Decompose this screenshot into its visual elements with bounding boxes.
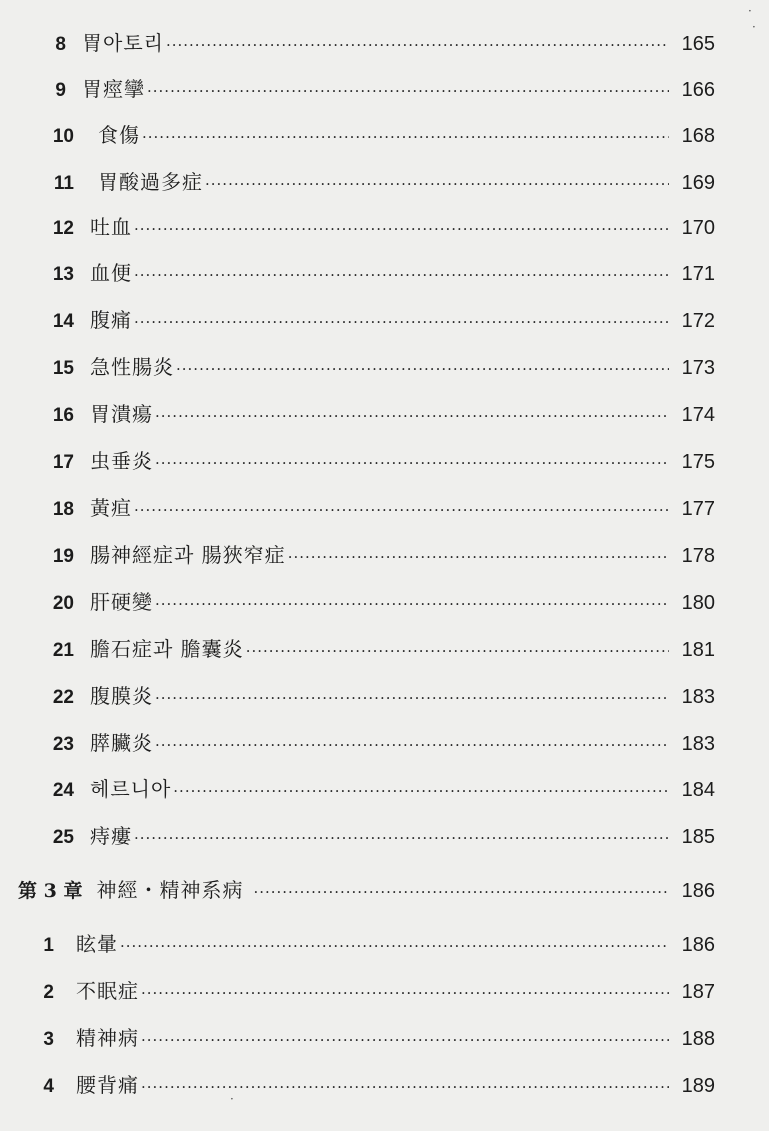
toc-entry[interactable]: [40, 632, 715, 666]
toc-entry[interactable]: [40, 303, 715, 337]
entry-number: 23: [52, 734, 74, 755]
entry-title: 胃潰瘍: [90, 402, 153, 426]
entry-page: 171: [681, 263, 715, 285]
toc-entry[interactable]: [40, 819, 715, 853]
entry-number: 22: [52, 687, 74, 708]
entry-title: 食傷: [98, 123, 140, 147]
entry-title: 膵臟炎: [90, 731, 153, 755]
entry-page: 169: [681, 172, 715, 194]
entry-title: 精神病: [76, 1026, 139, 1050]
entry-number: 1: [43, 935, 54, 956]
entry-number: 19: [52, 546, 74, 567]
entry-title: 胃아토리: [82, 31, 164, 55]
entry-title: 急性腸炎: [90, 355, 174, 379]
dot-leader: [246, 634, 669, 668]
chapter-label: 第 3 章: [18, 880, 83, 902]
dot-leader: [141, 976, 669, 1010]
entry-page: 166: [681, 79, 715, 101]
entry-number: 9: [55, 80, 66, 101]
dot-leader: [147, 74, 669, 108]
entry-number: 2: [43, 982, 54, 1003]
entry-number: 15: [52, 358, 74, 379]
toc-entry[interactable]: [40, 726, 715, 760]
entry-title: 腹膜炎: [90, 684, 153, 708]
entry-page: 180: [681, 592, 715, 614]
entry-page: 172: [681, 310, 715, 332]
entry-title: 膽石症과 膽囊炎: [90, 637, 244, 661]
toc-entry[interactable]: [40, 256, 715, 290]
entry-page: 185: [681, 826, 715, 848]
dot-leader: [134, 493, 669, 527]
entry-page: 189: [681, 1075, 715, 1097]
entry-page: 173: [681, 357, 715, 379]
dot-leader: [134, 821, 669, 855]
dot-leader: [173, 774, 669, 808]
entry-number: 20: [52, 593, 74, 614]
entry-number: 14: [52, 311, 74, 332]
dot-leader: [134, 212, 669, 246]
toc-entry[interactable]: [30, 927, 715, 961]
scan-speck: ·: [748, 4, 752, 18]
entry-number: 4: [43, 1076, 54, 1097]
entry-title: 胃酸過多症: [98, 170, 203, 194]
entry-number: 17: [52, 452, 74, 473]
toc-entry[interactable]: [40, 444, 715, 478]
toc-entry[interactable]: [40, 210, 715, 244]
chapter-heading[interactable]: [18, 873, 715, 907]
toc-entry[interactable]: [40, 491, 715, 525]
toc-entry[interactable]: [40, 538, 715, 572]
toc-entry[interactable]: [40, 26, 715, 60]
dot-leader: [134, 305, 669, 339]
dot-leader: [141, 1070, 669, 1104]
entry-page: 168: [681, 125, 715, 147]
dot-leader: [141, 1023, 669, 1057]
toc-entry[interactable]: [40, 165, 715, 199]
chapter-page: 186: [681, 880, 715, 902]
entry-number: 8: [55, 34, 66, 55]
dot-leader: [155, 728, 669, 762]
scan-speck: ·: [752, 20, 756, 34]
entry-page: 187: [681, 981, 715, 1003]
dot-leader: [155, 587, 669, 621]
toc-entry[interactable]: [30, 1068, 715, 1102]
dot-leader: [176, 352, 669, 386]
toc-entry[interactable]: [30, 1021, 715, 1055]
toc-entry[interactable]: [40, 679, 715, 713]
dot-leader: [134, 258, 669, 292]
chapter-title: 神經・精神系病: [96, 878, 244, 902]
entry-title: 腹痛: [90, 308, 132, 332]
entry-title: 黃疸: [90, 496, 132, 520]
entry-title: 肝硬變: [90, 590, 153, 614]
entry-page: 186: [681, 934, 715, 956]
toc-entry[interactable]: [30, 974, 715, 1008]
entry-number: 13: [52, 264, 74, 285]
entry-number: 21: [52, 640, 74, 661]
entry-number: 24: [52, 780, 74, 801]
entry-title: 虫垂炎: [90, 449, 153, 473]
dot-leader: [155, 681, 669, 715]
entry-page: 183: [681, 733, 715, 755]
entry-page: 188: [681, 1028, 715, 1050]
toc-entry[interactable]: [40, 72, 715, 106]
toc-entry[interactable]: [40, 585, 715, 619]
entry-number: 12: [52, 218, 74, 239]
entry-page: 178: [681, 545, 715, 567]
scan-speck: ·: [230, 1092, 234, 1106]
entry-page: 177: [681, 498, 715, 520]
entry-title: 血便: [90, 261, 132, 285]
entry-number: 10: [52, 126, 74, 147]
entry-page: 175: [681, 451, 715, 473]
entry-page: 184: [681, 779, 715, 801]
dot-leader: [205, 167, 669, 201]
entry-number: 18: [52, 499, 74, 520]
toc-entry[interactable]: [40, 350, 715, 384]
dot-leader: [142, 120, 669, 154]
entry-title: 胃痙攣: [82, 77, 145, 101]
entry-title: 腰背痛: [76, 1073, 139, 1097]
entry-number: 3: [43, 1029, 54, 1050]
entry-title: 吐血: [90, 215, 132, 239]
entry-page: 165: [681, 33, 715, 55]
toc-entry[interactable]: [40, 397, 715, 431]
entry-number: 16: [52, 405, 74, 426]
entry-title: 眩暈: [76, 932, 118, 956]
entry-title: 痔瘻: [90, 824, 132, 848]
dot-leader: [155, 399, 669, 433]
entry-page: 170: [681, 217, 715, 239]
toc-entry[interactable]: [40, 118, 715, 152]
entry-number: 11: [53, 173, 74, 194]
toc-entry[interactable]: [40, 772, 715, 806]
entry-title: 腸神經症과 腸狹窄症: [90, 543, 286, 567]
dot-leader: [166, 28, 669, 62]
entry-page: 183: [681, 686, 715, 708]
entry-title: 헤르니아: [90, 777, 172, 801]
entry-page: 181: [681, 639, 715, 661]
dot-leader: [288, 540, 669, 574]
dot-leader: [120, 929, 669, 963]
entry-title: 不眠症: [76, 979, 139, 1003]
entry-number: 25: [52, 827, 74, 848]
dot-leader: [253, 875, 669, 909]
entry-page: 174: [681, 404, 715, 426]
dot-leader: [155, 446, 669, 480]
